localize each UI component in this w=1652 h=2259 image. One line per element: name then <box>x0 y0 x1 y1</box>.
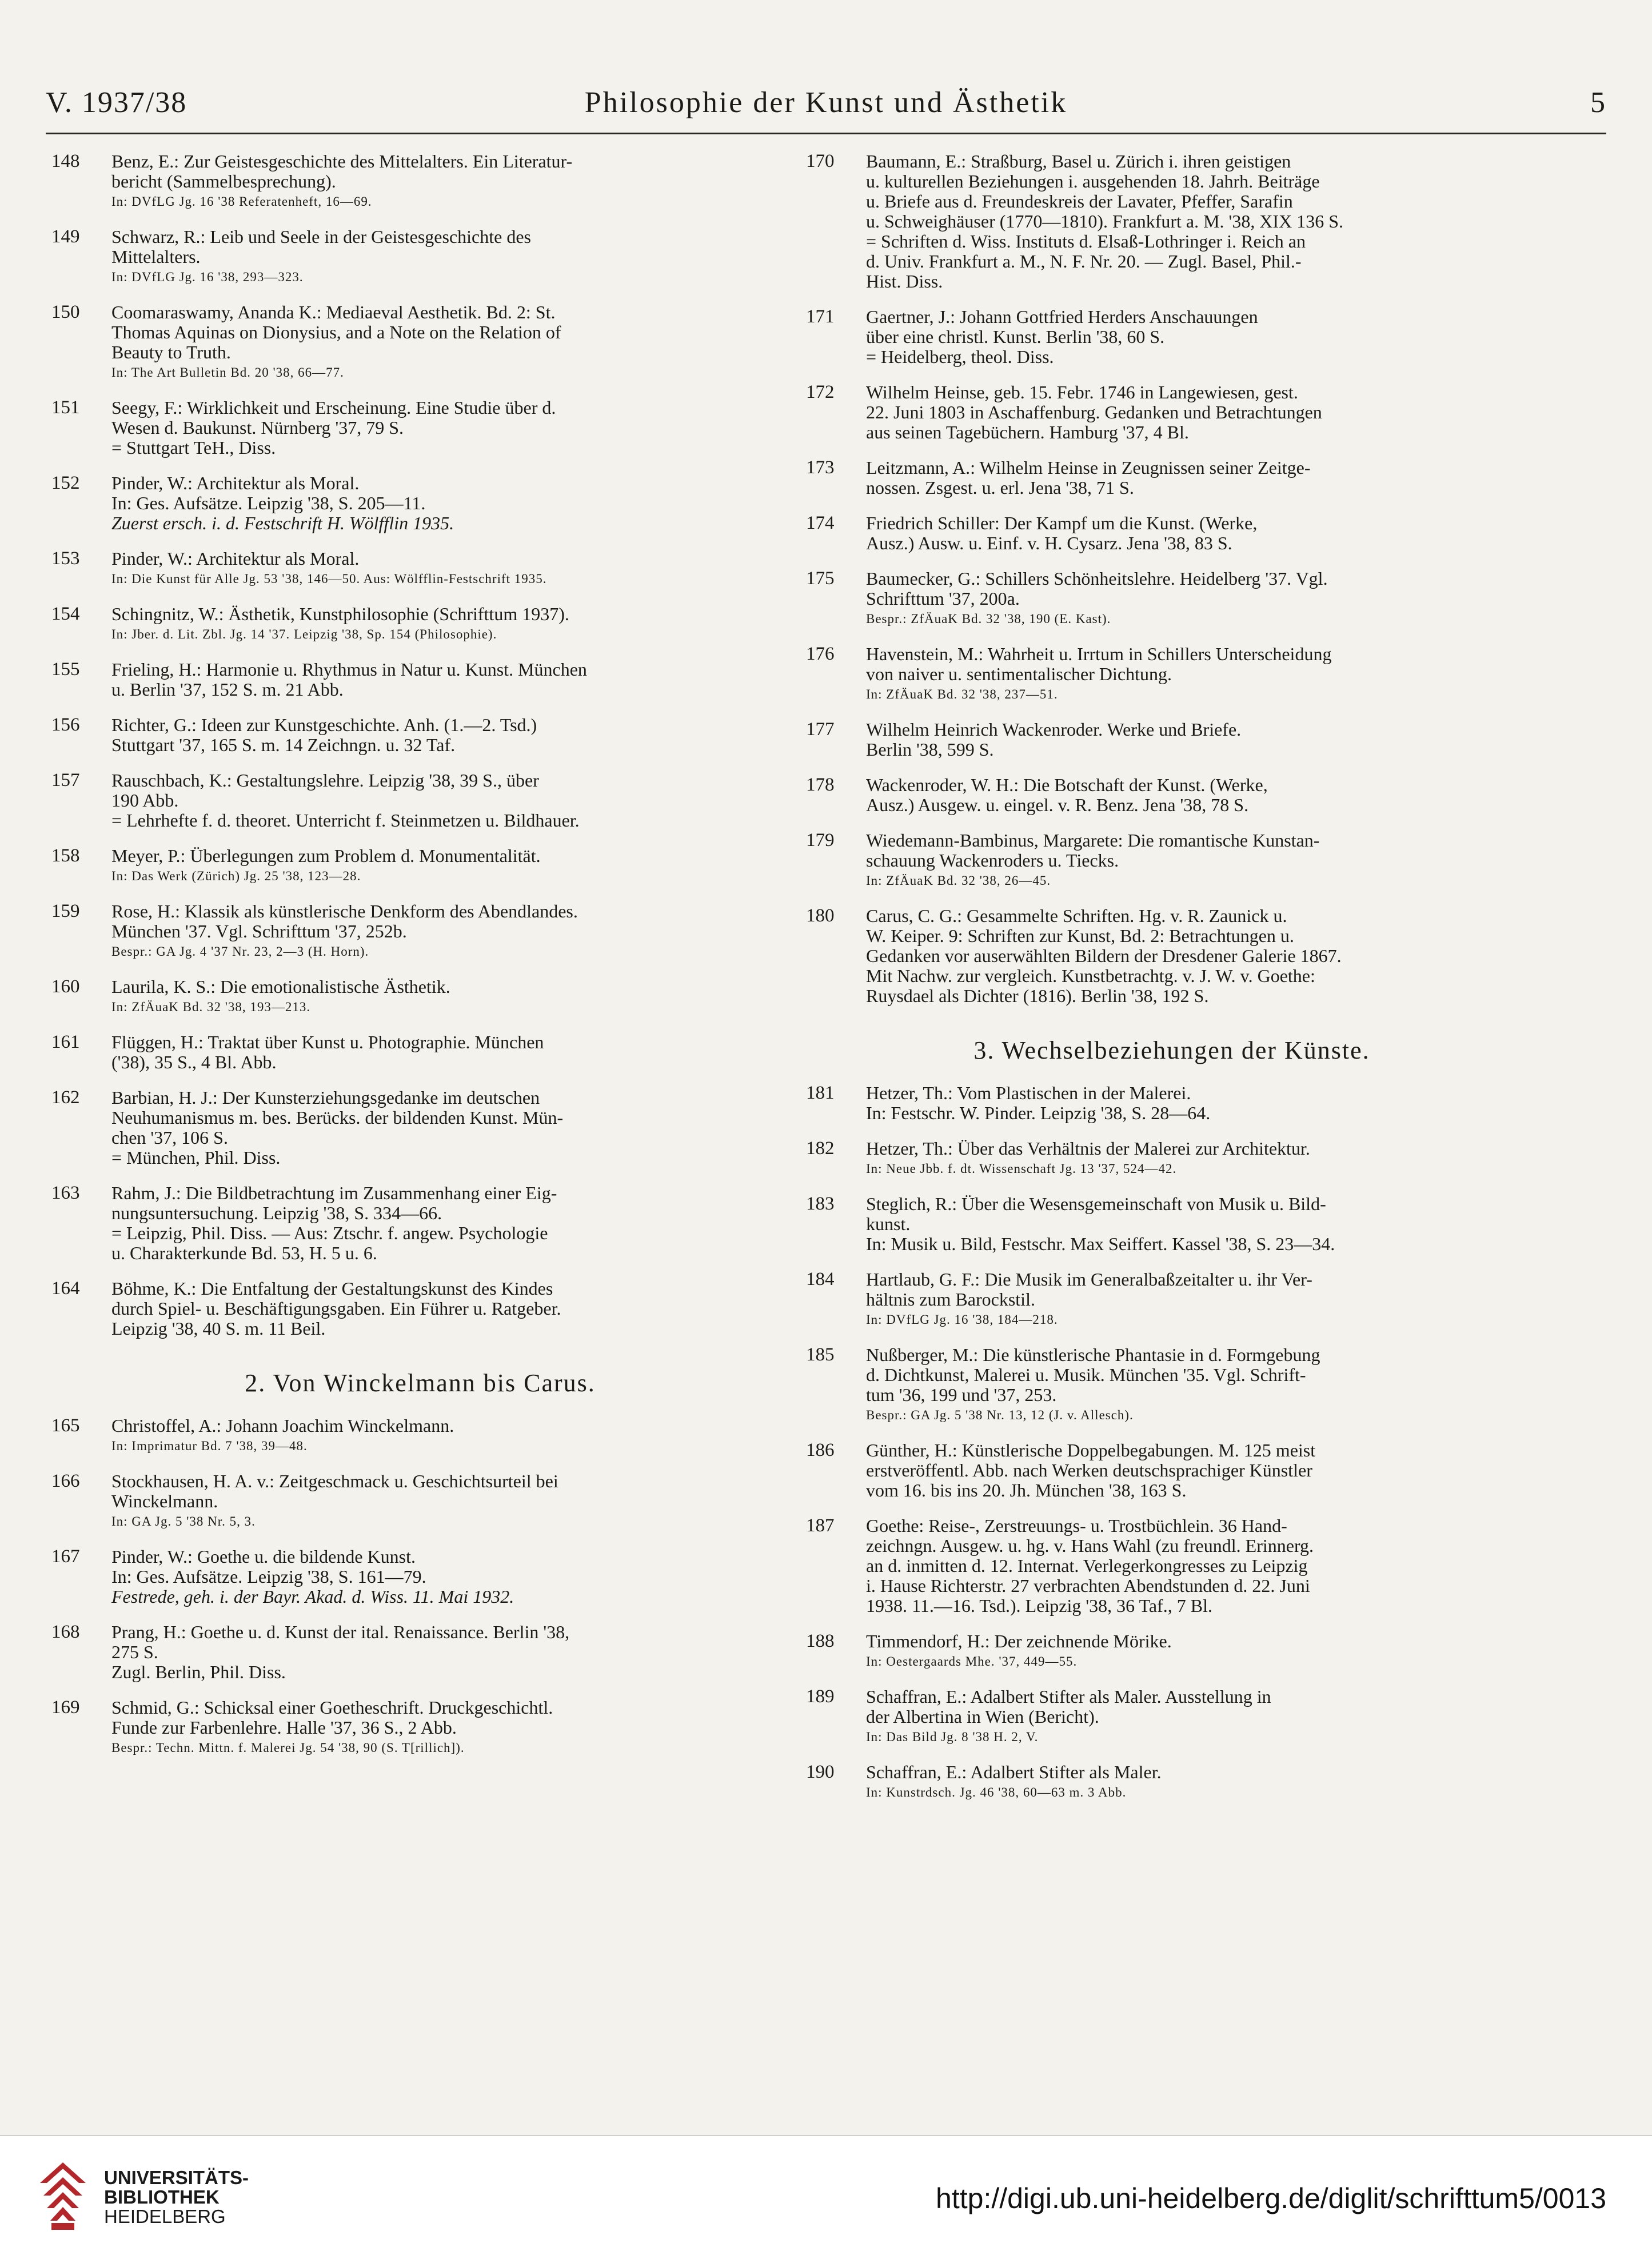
entry-source: In: DVfLG Jg. 16 '38, 293—323. <box>111 270 304 284</box>
entry-source: In: Imprimatur Bd. 7 '38, 39—48. <box>111 1439 308 1453</box>
entry-text: Pinder, W.: Architektur als Moral. <box>111 548 360 569</box>
entry-text: Schaffran, E.: Adalbert Stifter als Maler. <box>866 1762 1162 1782</box>
entry-text: Baumann, E.: Straßburg, Basel u. Zürich i. ihren geistigen <box>866 151 1291 171</box>
bibliography-entry <box>46 846 760 886</box>
entry-number: 185 <box>806 1344 835 1365</box>
entry-number: 155 <box>51 659 80 680</box>
entry-number: 188 <box>806 1631 835 1651</box>
entry-text: Pinder, W.: Architektur als Moral. <box>111 473 360 493</box>
entry-number: 174 <box>806 513 835 533</box>
bibliography-entry <box>800 569 1509 629</box>
entry-text: In: Ges. Aufsätze. Leipzig '38, S. 161—79. <box>111 1566 426 1587</box>
bibliography-entry <box>800 513 1509 553</box>
bibliography-entry <box>46 151 760 211</box>
entry-text: Schmid, G.: Schicksal einer Goetheschrift. Druckgeschichtl. <box>111 1697 553 1718</box>
entry-text: Carus, C. G.: Gesammelte Schriften. Hg. v. R. Zaunick u. <box>866 905 1287 926</box>
entry-source: In: DVfLG Jg. 16 '38, 184—218. <box>866 1312 1058 1327</box>
entry-source: In: GA Jg. 5 '38 Nr. 5, 3. <box>111 1514 256 1528</box>
entry-text: Ausz.) Ausgew. u. eingel. v. R. Benz. Jena '38, 78 S. <box>866 795 1249 815</box>
bibliography-entry <box>46 1471 760 1531</box>
entry-text: In: Festschr. W. Pinder. Leipzig '38, S. 28—64. <box>866 1103 1211 1123</box>
entry-text: = München, Phil. Diss. <box>111 1147 281 1168</box>
entry-source: In: DVfLG Jg. 16 '38 Referatenheft, 16—69. <box>111 194 372 209</box>
entry-number: 168 <box>51 1622 80 1642</box>
bibliography-entry <box>800 1139 1509 1179</box>
entry-text: u. Charakterkunde Bd. 53, H. 5 u. 6. <box>111 1243 377 1263</box>
entry-number: 172 <box>806 382 835 402</box>
entry-text: chen '37, 106 S. <box>111 1127 228 1148</box>
entry-text: Winckelmann. <box>111 1491 218 1511</box>
page-header <box>46 86 1606 131</box>
entry-source: In: Kunstrdsch. Jg. 46 '38, 60—63 m. 3 Abb. <box>866 1785 1127 1799</box>
entry-source: In: ZfÄuaK Bd. 32 '38, 237—51. <box>866 687 1058 701</box>
bibliography-entry <box>46 771 760 831</box>
entry-number: 163 <box>51 1183 80 1203</box>
bibliography-entry <box>46 901 760 961</box>
entry-number: 152 <box>51 473 80 493</box>
bibliography-entry <box>46 473 760 533</box>
bibliography-entry <box>46 1416 760 1456</box>
entry-text: Stuttgart '37, 165 S. m. 14 Zeichngn. u. 32 Taf. <box>111 735 456 755</box>
entry-text: 1938. 11.—16. Tsd.). Leipzig '38, 36 Taf., 7 Bl. <box>866 1595 1212 1616</box>
entry-number: 149 <box>51 226 80 247</box>
entry-text: Gedanken vor auserwählten Bildern der Dresdener Galerie 1867. <box>866 945 1342 966</box>
bibliography-entry <box>46 549 760 589</box>
bibliography-entry <box>46 1183 760 1263</box>
entry-text: Flüggen, H.: Traktat über Kunst u. Photographie. München <box>111 1032 544 1052</box>
entry-text: u. Berlin '37, 152 S. m. 21 Abb. <box>111 679 344 700</box>
entry-text: Wilhelm Heinse, geb. 15. Febr. 1746 in Langewiesen, gest. <box>866 382 1298 402</box>
entry-number: 156 <box>51 715 80 735</box>
left-column <box>46 151 760 1773</box>
entry-text: Leitzmann, A.: Wilhelm Heinse in Zeugnissen seiner Zeitge- <box>866 457 1311 478</box>
entry-source: Bespr.: Techn. Mittn. f. Malerei Jg. 54 '38, 90 (S. T[rillich]). <box>111 1741 465 1755</box>
footer-bar <box>0 2135 1652 2259</box>
entry-number: 151 <box>51 397 80 418</box>
entry-text: der Albertina in Wien (Bericht). <box>866 1706 1099 1727</box>
entry-number: 171 <box>806 306 835 327</box>
entry-source: Bespr.: GA Jg. 5 '38 Nr. 13, 12 (J. v. Allesch). <box>866 1408 1134 1422</box>
entry-text: nossen. Zsgest. u. erl. Jena '38, 71 S. <box>866 477 1134 498</box>
entry-number: 158 <box>51 845 80 866</box>
entry-number: 181 <box>806 1083 835 1103</box>
entry-text: = Heidelberg, theol. Diss. <box>866 346 1054 367</box>
entry-text: Böhme, K.: Die Entfaltung der Gestaltungskunst des Kindes <box>111 1278 553 1299</box>
entry-text: bericht (Sammelbesprechung). <box>111 171 336 191</box>
entry-number: 157 <box>51 770 80 791</box>
entry-text: In: Ges. Aufsätze. Leipzig '38, S. 205—11. <box>111 493 426 513</box>
page-number: 5 <box>1590 86 1606 119</box>
entry-text: Leipzig '38, 40 S. m. 11 Beil. <box>111 1318 326 1339</box>
entry-text: Rahm, J.: Die Bildbetrachtung im Zusammenhang einer Eig- <box>111 1183 557 1203</box>
entry-text: Ausz.) Ausw. u. Einf. v. H. Cysarz. Jena '38, 83 S. <box>866 533 1232 553</box>
entry-text: Gaertner, J.: Johann Gottfried Herders Anschauungen <box>866 306 1258 327</box>
entry-text: = Lehrhefte f. d. theoret. Unterricht f. Steinmetzen u. Bildhauer. <box>111 810 580 831</box>
section-heading: 3. Wechselbeziehungen der Künste. <box>973 1036 1370 1064</box>
entry-number: 154 <box>51 604 80 624</box>
entry-number: 170 <box>806 151 835 171</box>
entry-text: Wesen d. Baukunst. Nürnberg '37, 79 S. <box>111 417 404 438</box>
entry-text: d. Dichtkunst, Malerei u. Musik. München '35. Vgl. Schrift- <box>866 1364 1306 1385</box>
entry-text: Laurila, K. S.: Die emotionalistische Ästhetik. <box>111 976 450 997</box>
bibliography-entry <box>800 1631 1509 1671</box>
entry-text: Zugl. Berlin, Phil. Diss. <box>111 1662 286 1682</box>
entry-text: Wilhelm Heinrich Wackenroder. Werke und Briefe. <box>866 719 1242 740</box>
bibliography-entry <box>46 660 760 700</box>
entry-source: Bespr.: ZfÄuaK Bd. 32 '38, 190 (E. Kast). <box>866 612 1111 626</box>
bibliography-entry <box>800 1762 1509 1802</box>
bibliography-entry <box>46 1698 760 1758</box>
entry-text: Hetzer, Th.: Vom Plastischen in der Malerei. <box>866 1083 1191 1103</box>
entry-text: d. Univ. Frankfurt a. M., N. F. Nr. 20. — Zugl. Basel, Phil.- <box>866 251 1302 272</box>
entry-number: 148 <box>51 151 80 171</box>
entry-text: Rose, H.: Klassik als künstlerische Denkform des Abendlandes. <box>111 901 578 921</box>
entry-text: Hartlaub, G. F.: Die Musik im Generalbaßzeitalter u. ihr Ver- <box>866 1269 1312 1290</box>
entry-text: u. Schweighäuser (1770—1810). Frankfurt a. M. '38, XIX 136 S. <box>866 211 1343 232</box>
entry-number: 189 <box>806 1686 835 1707</box>
entry-text: von naiver u. sentimentalischer Dichtung. <box>866 664 1172 684</box>
bibliography-entry <box>46 1032 760 1072</box>
bibliography-entry <box>46 604 760 644</box>
entry-text: kunst. <box>866 1214 911 1234</box>
entry-text: Havenstein, M.: Wahrheit u. Irrtum in Schillers Unterscheidung <box>866 644 1332 664</box>
entry-number: 186 <box>806 1440 835 1460</box>
entry-text: Ruysdael als Dichter (1816). Berlin '38, 192 S. <box>866 985 1209 1006</box>
bibliography-entry <box>46 715 760 755</box>
entry-text: i. Hause Richterstr. 27 verbrachten Abendstunden d. 22. Juni <box>866 1575 1310 1596</box>
entry-number: 166 <box>51 1471 80 1491</box>
bibliography-entry <box>800 1516 1509 1616</box>
page-title: Philosophie der Kunst und Ästhetik <box>584 86 1068 119</box>
entry-text: 190 Abb. <box>111 790 179 811</box>
entry-text: Benz, E.: Zur Geistesgeschichte des Mittelalters. Ein Literatur- <box>111 151 573 171</box>
entry-source: In: ZfÄuaK Bd. 32 '38, 193—213. <box>111 1000 311 1014</box>
bibliography-entry <box>800 1083 1509 1123</box>
entry-number: 179 <box>806 830 835 851</box>
bibliography-entry <box>800 906 1509 1006</box>
bibliography-entry <box>46 227 760 287</box>
entry-text: hältnis zum Barockstil. <box>866 1289 1035 1310</box>
entry-text: = Schriften d. Wiss. Instituts d. Elsaß-Lothringer i. Reich an <box>866 231 1306 252</box>
entry-text: Günther, H.: Künstlerische Doppelbegabungen. M. 125 meist <box>866 1440 1316 1460</box>
entry-text: Coomaraswamy, Ananda K.: Mediaeval Aesthetik. Bd. 2: St. <box>111 302 556 322</box>
bibliography-entry <box>800 1270 1509 1330</box>
entry-text: In: Musik u. Bild, Festschr. Max Seiffert. Kassel '38, S. 23—34. <box>866 1234 1335 1254</box>
entry-text: Berlin '38, 599 S. <box>866 739 994 760</box>
entry-number: 153 <box>51 548 80 569</box>
entry-text: Stockhausen, H. A. v.: Zeitgeschmack u. Geschichtsurteil bei <box>111 1471 558 1491</box>
university-library-logo-icon <box>34 2160 91 2234</box>
entry-text: Seegy, F.: Wirklichkeit und Erscheinung. Eine Studie über d. <box>111 397 556 418</box>
bibliography-entry <box>46 977 760 1017</box>
entry-text: Rauschbach, K.: Gestaltungslehre. Leipzig '38, 39 S., über <box>111 770 539 791</box>
bibliography-entry <box>800 382 1509 442</box>
entry-text: tum '36, 199 und '37, 253. <box>866 1384 1057 1405</box>
entry-number: 176 <box>806 644 835 664</box>
bibliography-entry <box>800 307 1509 367</box>
entry-text: W. Keiper. 9: Schriften zur Kunst, Bd. 2: Betrachtungen u. <box>866 925 1294 946</box>
right-column <box>800 151 1509 1818</box>
entry-number: 178 <box>806 775 835 795</box>
entry-number: 190 <box>806 1762 835 1782</box>
institution-name: UNIVERSITÄTS- BIBLIOTHEK HEIDELBERG <box>104 2167 249 2227</box>
entry-number: 161 <box>51 1032 80 1052</box>
entry-text: nungsuntersuchung. Leipzig '38, S. 334—66. <box>111 1203 442 1223</box>
bibliography-entry <box>800 151 1509 292</box>
entry-source: Bespr.: GA Jg. 4 '37 Nr. 23, 2—3 (H. Horn). <box>111 944 369 959</box>
entry-text: über eine christl. Kunst. Berlin '38, 60 S. <box>866 326 1165 347</box>
entry-number: 164 <box>51 1278 80 1299</box>
entry-text: aus seinen Tagebüchern. Hamburg '37, 4 Bl. <box>866 422 1189 442</box>
entry-source: In: The Art Bulletin Bd. 20 '38, 66—77. <box>111 365 344 380</box>
entry-text: Schaffran, E.: Adalbert Stifter als Maler. Ausstellung in <box>866 1686 1271 1707</box>
entry-number: 184 <box>806 1269 835 1290</box>
entry-text: zeichngn. Ausgew. u. hg. v. Hans Wahl (zu freundl. Erinnerg. <box>866 1535 1314 1556</box>
entry-text: Barbian, H. J.: Der Kunsterziehungsgedanke im deutschen <box>111 1087 540 1108</box>
entry-text: u. kulturellen Beziehungen i. ausgehenden 18. Jahrh. Beiträge <box>866 171 1320 191</box>
entry-text: Friedrich Schiller: Der Kampf um die Kunst. (Werke, <box>866 513 1258 533</box>
volume-label: V. 1937/38 <box>46 86 187 119</box>
entry-number: 167 <box>51 1546 80 1567</box>
entry-text: = Leipzig, Phil. Diss. — Aus: Ztschr. f. angew. Psychologie <box>111 1223 548 1243</box>
entry-text: ('38), 35 S., 4 Bl. Abb. <box>111 1052 277 1072</box>
bibliography-entry <box>46 398 760 458</box>
bibliography-entry <box>800 831 1509 891</box>
entry-source: In: Die Kunst für Alle Jg. 53 '38, 146—50. Aus: Wölfflin-Festschrift 1935. <box>111 572 547 586</box>
entry-text: schauung Wackenroders u. Tiecks. <box>866 850 1119 871</box>
entry-number: 182 <box>806 1138 835 1159</box>
entry-source: In: ZfÄuaK Bd. 32 '38, 26—45. <box>866 873 1051 888</box>
bibliography-entry <box>800 720 1509 760</box>
entry-text: Richter, G.: Ideen zur Kunstgeschichte. Anh. (1.—2. Tsd.) <box>111 715 537 735</box>
bibliography-entry <box>800 458 1509 498</box>
entry-text: München '37. Vgl. Schrifttum '37, 252b. <box>111 921 407 941</box>
entry-text: Mit Nachw. zur vergleich. Kunstbetrachtg. v. J. W. v. Goethe: <box>866 965 1315 986</box>
entry-text: durch Spiel- u. Beschäftigungsgaben. Ein Führer u. Ratgeber. <box>111 1298 561 1319</box>
bibliography-entry <box>46 1088 760 1168</box>
entry-number: 177 <box>806 719 835 740</box>
entry-text: 22. Juni 1803 in Aschaffenburg. Gedanken und Betrachtungen <box>866 402 1322 422</box>
section-heading: 2. Von Winckelmann bis Carus. <box>245 1369 596 1397</box>
bibliography-entry <box>800 1194 1509 1254</box>
entry-text: Funde zur Farbenlehre. Halle '37, 36 S., 2 Abb. <box>111 1717 457 1738</box>
bibliography-entry <box>800 1345 1509 1425</box>
bibliography-entry <box>46 1279 760 1339</box>
entry-number: 160 <box>51 976 80 997</box>
entry-text: Wackenroder, W. H.: Die Botschaft der Kunst. (Werke, <box>866 775 1268 795</box>
bibliography-entry <box>46 1547 760 1607</box>
entry-text: Meyer, P.: Überlegungen zum Problem d. Monumentalität. <box>111 845 541 866</box>
entry-text: Goethe: Reise-, Zerstreuungs- u. Trostbüchlein. 36 Hand- <box>866 1515 1287 1536</box>
entry-number: 173 <box>806 457 835 478</box>
entry-number: 180 <box>806 905 835 926</box>
entry-number: 183 <box>806 1194 835 1214</box>
entry-number: 150 <box>51 302 80 322</box>
entry-text: Hetzer, Th.: Über das Verhältnis der Malerei zur Architektur. <box>866 1138 1310 1159</box>
entry-number: 162 <box>51 1087 80 1108</box>
entry-text: Neuhumanismus m. bes. Berücks. der bildenden Kunst. Mün- <box>111 1107 564 1128</box>
bibliography-entry <box>800 1687 1509 1747</box>
entry-number: 175 <box>806 568 835 589</box>
source-url-link[interactable]: http://digi.ub.uni-heidelberg.de/diglit/schrifttum5/0013 <box>936 2182 1606 2214</box>
entry-text: Christoffel, A.: Johann Joachim Winckelmann. <box>111 1415 454 1436</box>
header-rule <box>46 133 1606 134</box>
entry-source: In: Das Bild Jg. 8 '38 H. 2, V. <box>866 1730 1039 1744</box>
entry-note: Festrede, geh. i. der Bayr. Akad. d. Wiss. 11. Mai 1932. <box>111 1586 514 1607</box>
entry-text: Wiedemann-Bambinus, Margarete: Die romantische Kunstan- <box>866 830 1320 851</box>
entry-number: 169 <box>51 1697 80 1718</box>
entry-note: Zuerst ersch. i. d. Festschrift H. Wölfflin 1935. <box>111 513 454 533</box>
entry-text: Timmendorf, H.: Der zeichnende Mörike. <box>866 1631 1172 1651</box>
entry-text: Schrifttum '37, 200a. <box>866 588 1020 609</box>
entry-source: In: Neue Jbb. f. dt. Wissenschaft Jg. 13 '37, 524—42. <box>866 1162 1177 1176</box>
entry-text: Baumecker, G.: Schillers Schönheitslehre. Heidelberg '37. Vgl. <box>866 568 1328 589</box>
entry-text: Steglich, R.: Über die Wesensgemeinschaft von Musik u. Bild- <box>866 1194 1326 1214</box>
entry-text: Nußberger, M.: Die künstlerische Phantasie in d. Formgebung <box>866 1344 1320 1365</box>
entry-text: Prang, H.: Goethe u. d. Kunst der ital. Renaissance. Berlin '38, <box>111 1622 570 1642</box>
entry-text: Thomas Aquinas on Dionysius, and a Note on the Relation of <box>111 322 561 342</box>
entry-text: an d. inmitten d. 12. Internat. Verlegerkongresses zu Leipzig <box>866 1555 1308 1576</box>
entry-text: u. Briefe aus d. Freundeskreis der Lavater, Pfeffer, Sarafin <box>866 191 1293 211</box>
entry-text: Schingnitz, W.: Ästhetik, Kunstphilosophie (Schrifttum 1937). <box>111 604 569 624</box>
entry-text: Beauty to Truth. <box>111 342 231 362</box>
bibliography-entry <box>46 1622 760 1682</box>
entry-text: Schwarz, R.: Leib und Seele in der Geistesgeschichte des <box>111 226 531 247</box>
entry-number: 159 <box>51 901 80 921</box>
entry-text: erstveröffentl. Abb. nach Werken deutschsprachiger Künstler <box>866 1460 1312 1480</box>
bibliography-entry <box>800 644 1509 704</box>
entry-number: 187 <box>806 1515 835 1536</box>
bibliography-entry <box>46 302 760 382</box>
entry-text: Pinder, W.: Goethe u. die bildende Kunst. <box>111 1546 416 1567</box>
entry-source: In: Oestergaards Mhe. '37, 449—55. <box>866 1654 1078 1669</box>
entry-source: In: Jber. d. Lit. Zbl. Jg. 14 '37. Leipzig '38, Sp. 154 (Philosophie). <box>111 627 497 641</box>
bibliography-entry <box>800 775 1509 815</box>
bibliography-entry <box>800 1440 1509 1500</box>
entry-text: Hist. Diss. <box>866 271 943 292</box>
entry-number: 165 <box>51 1415 80 1436</box>
entry-text: 275 S. <box>111 1642 158 1662</box>
entry-text: Frieling, H.: Harmonie u. Rhythmus in Natur u. Kunst. München <box>111 659 587 680</box>
entry-text: = Stuttgart TeH., Diss. <box>111 437 276 458</box>
entry-text: Mittelalters. <box>111 246 201 267</box>
entry-source: In: Das Werk (Zürich) Jg. 25 '38, 123—28. <box>111 869 361 883</box>
entry-text: vom 16. bis ins 20. Jh. München '38, 163 S. <box>866 1480 1187 1500</box>
